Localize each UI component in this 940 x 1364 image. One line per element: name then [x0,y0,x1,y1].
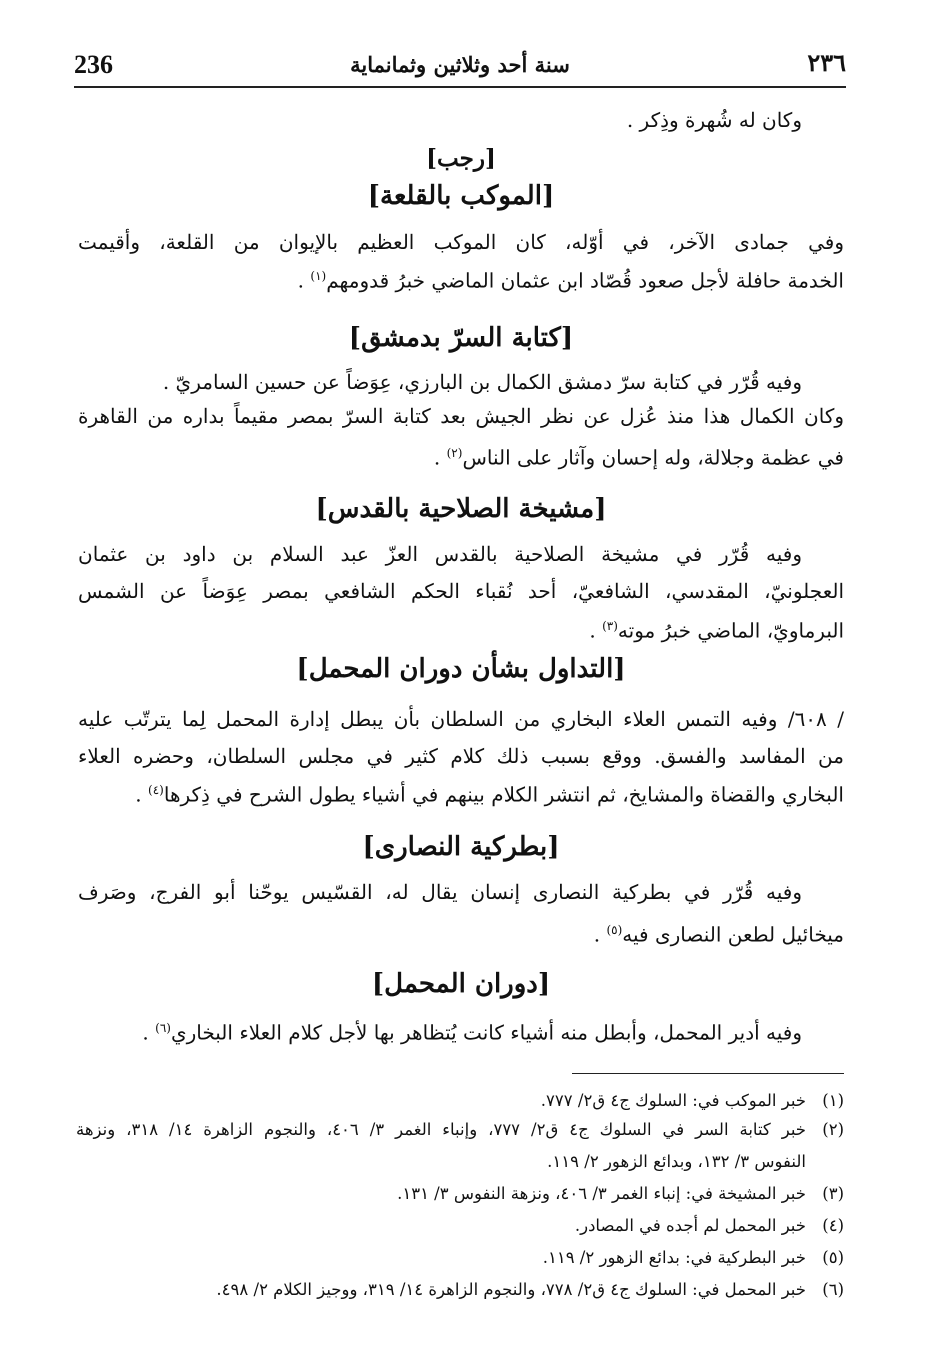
footnote-ref-1: (١) [310,269,327,283]
paragraph-line: البرماويّ، الماضي خبرُ موته$^{(٣)}$ . [589,618,844,643]
footnote-2-continued: النفوس ٣/ ١٣٢، وبدائع الزهور ٢/ ١١٩. [547,1152,806,1171]
section-heading-mashyakha: [مشيخة الصلاحية بالقدس] [315,494,607,524]
section-heading-rajab: [رجب] [426,145,496,172]
paragraph-line: وكان له شُهرة وذِكر . [626,108,802,132]
section-heading-tadawul: [التداول بشأن دوران المحمل] [296,654,626,684]
paragraph-line: في عظمة وجلالة، وله إحسان وآثار على الناس$^{(٢)}$ . [433,445,844,470]
footnote-ref-3: (٣) [602,619,618,633]
paragraph-line: / ٦٠٨/ وفيه التمس العلاء البخاري من السلطان بأن يبطل إدارة المحمل لِما يترتّب عليه [78,707,844,731]
paragraph-line: الخدمة حافلة لأجل صعود قُصّاد ابن عثمان الماضي خبرُ قدومهم$^{(١)}$ . [297,268,844,293]
paragraph-line: وفيه قُرّر في بطركية النصارى إنسان يقال له، القسّيس يوحّنا أبو الفرج، وصَرف [78,880,802,904]
paragraph-line: وكان الكمال هذا منذ عُزل عن نظر الجيش بعد كتابة السرّ بمصر مقيماً بداره من القاهرة [78,404,844,428]
footnote-6: (٦) خبر المحمل في: السلوك ج٤ ق٢/ ٧٧٨، والنجوم الزاهرة ١٤/ ٣١٩، ووجيز الكلام ٢/ ٤٩٨. [216,1280,844,1299]
header-rule [74,86,846,88]
section-heading-dawran: [دوران المحمل] [371,969,551,999]
section-heading-mawkib: [الموكب بالقلعة] [367,181,555,211]
footnote-2: (٢) خبر كتابة السر في السلوك ج٤ ق٢/ ٧٧٧، وإنباء الغمر ٣/ ٤٠٦، والنجوم الزاهرة ١٤/ ٣١٨، ونزهة [76,1120,844,1139]
paragraph-line: العجلونيّ، المقدسي، الشافعيّ، أحد نُقباء الحكم الشافعي بمصر عِوَضاً عن الشمس [78,579,844,603]
footnote-ref-4: (٤) [148,783,164,797]
footnote-ref-2: (٢) [446,446,463,460]
footnote-ref-6: (٦) [155,1021,171,1035]
page-number-latin: 236 [74,50,113,79]
footnote-1: (١) خبر الموكب في: السلوك ج٤ ق٢/ ٧٧٧. [540,1091,844,1110]
paragraph-line: وفيه أدير المحمل، وأبطل منه أشياء كانت يُتظاهر بها لأجل كلام العلاء البخاري$^{(٦)}$ . [142,1020,802,1045]
footnote-ref-5: (٥) [606,923,623,937]
paragraph-line: البخاري والقضاة والمشايخ، ثم انتشر الكلام بينهم في أشياء يطول الشرح في ذِكرها$^{(٤)}$ . [135,782,844,807]
section-heading-kitaba: [كتابة السرّ بدمشق] [348,323,574,353]
paragraph-line: ميخائيل لطعن النصارى فيه$^{(٥)}$ . [593,922,844,947]
paragraph-line: من المفاسد والفسق. ووقع بسبب ذلك كلام كثير في مجلس السلطان، وحضره العلاء [78,744,844,768]
footnote-3: (٣) خبر المشيخة في: إنباء الغمر ٣/ ٤٠٦، ونزهة النفوس ٣/ ١٣١. [397,1184,844,1203]
footnote-rule [572,1073,844,1074]
paragraph-line: وفيه قُرّر في كتابة سرّ دمشق الكمال بن البارزي، عِوَضاً عن حسين السامريّ . [162,370,802,394]
paragraph-line: وفي جمادى الآخر، في أوّله، كان الموكب العظيم بالإيوان من القلعة، وأقيمت [78,230,844,254]
page-number-arabic: ٢٣٦ [807,48,846,77]
section-heading-batrakiya: [بطركية النصارى] [362,832,560,862]
footnote-4: (٤) خبر المحمل لم أجده في المصادر. [574,1216,844,1235]
paragraph-line: وفيه قُرّر في مشيخة الصلاحية بالقدس العزّ عبد السلام بن داود بن عثمان [78,542,802,566]
running-title: سنة أحد وثلاثين وثمانماية [350,52,570,77]
running-header [74,40,846,82]
footnote-5: (٥) خبر البطركية في: بدائع الزهور ٢/ ١١٩. [542,1248,844,1267]
